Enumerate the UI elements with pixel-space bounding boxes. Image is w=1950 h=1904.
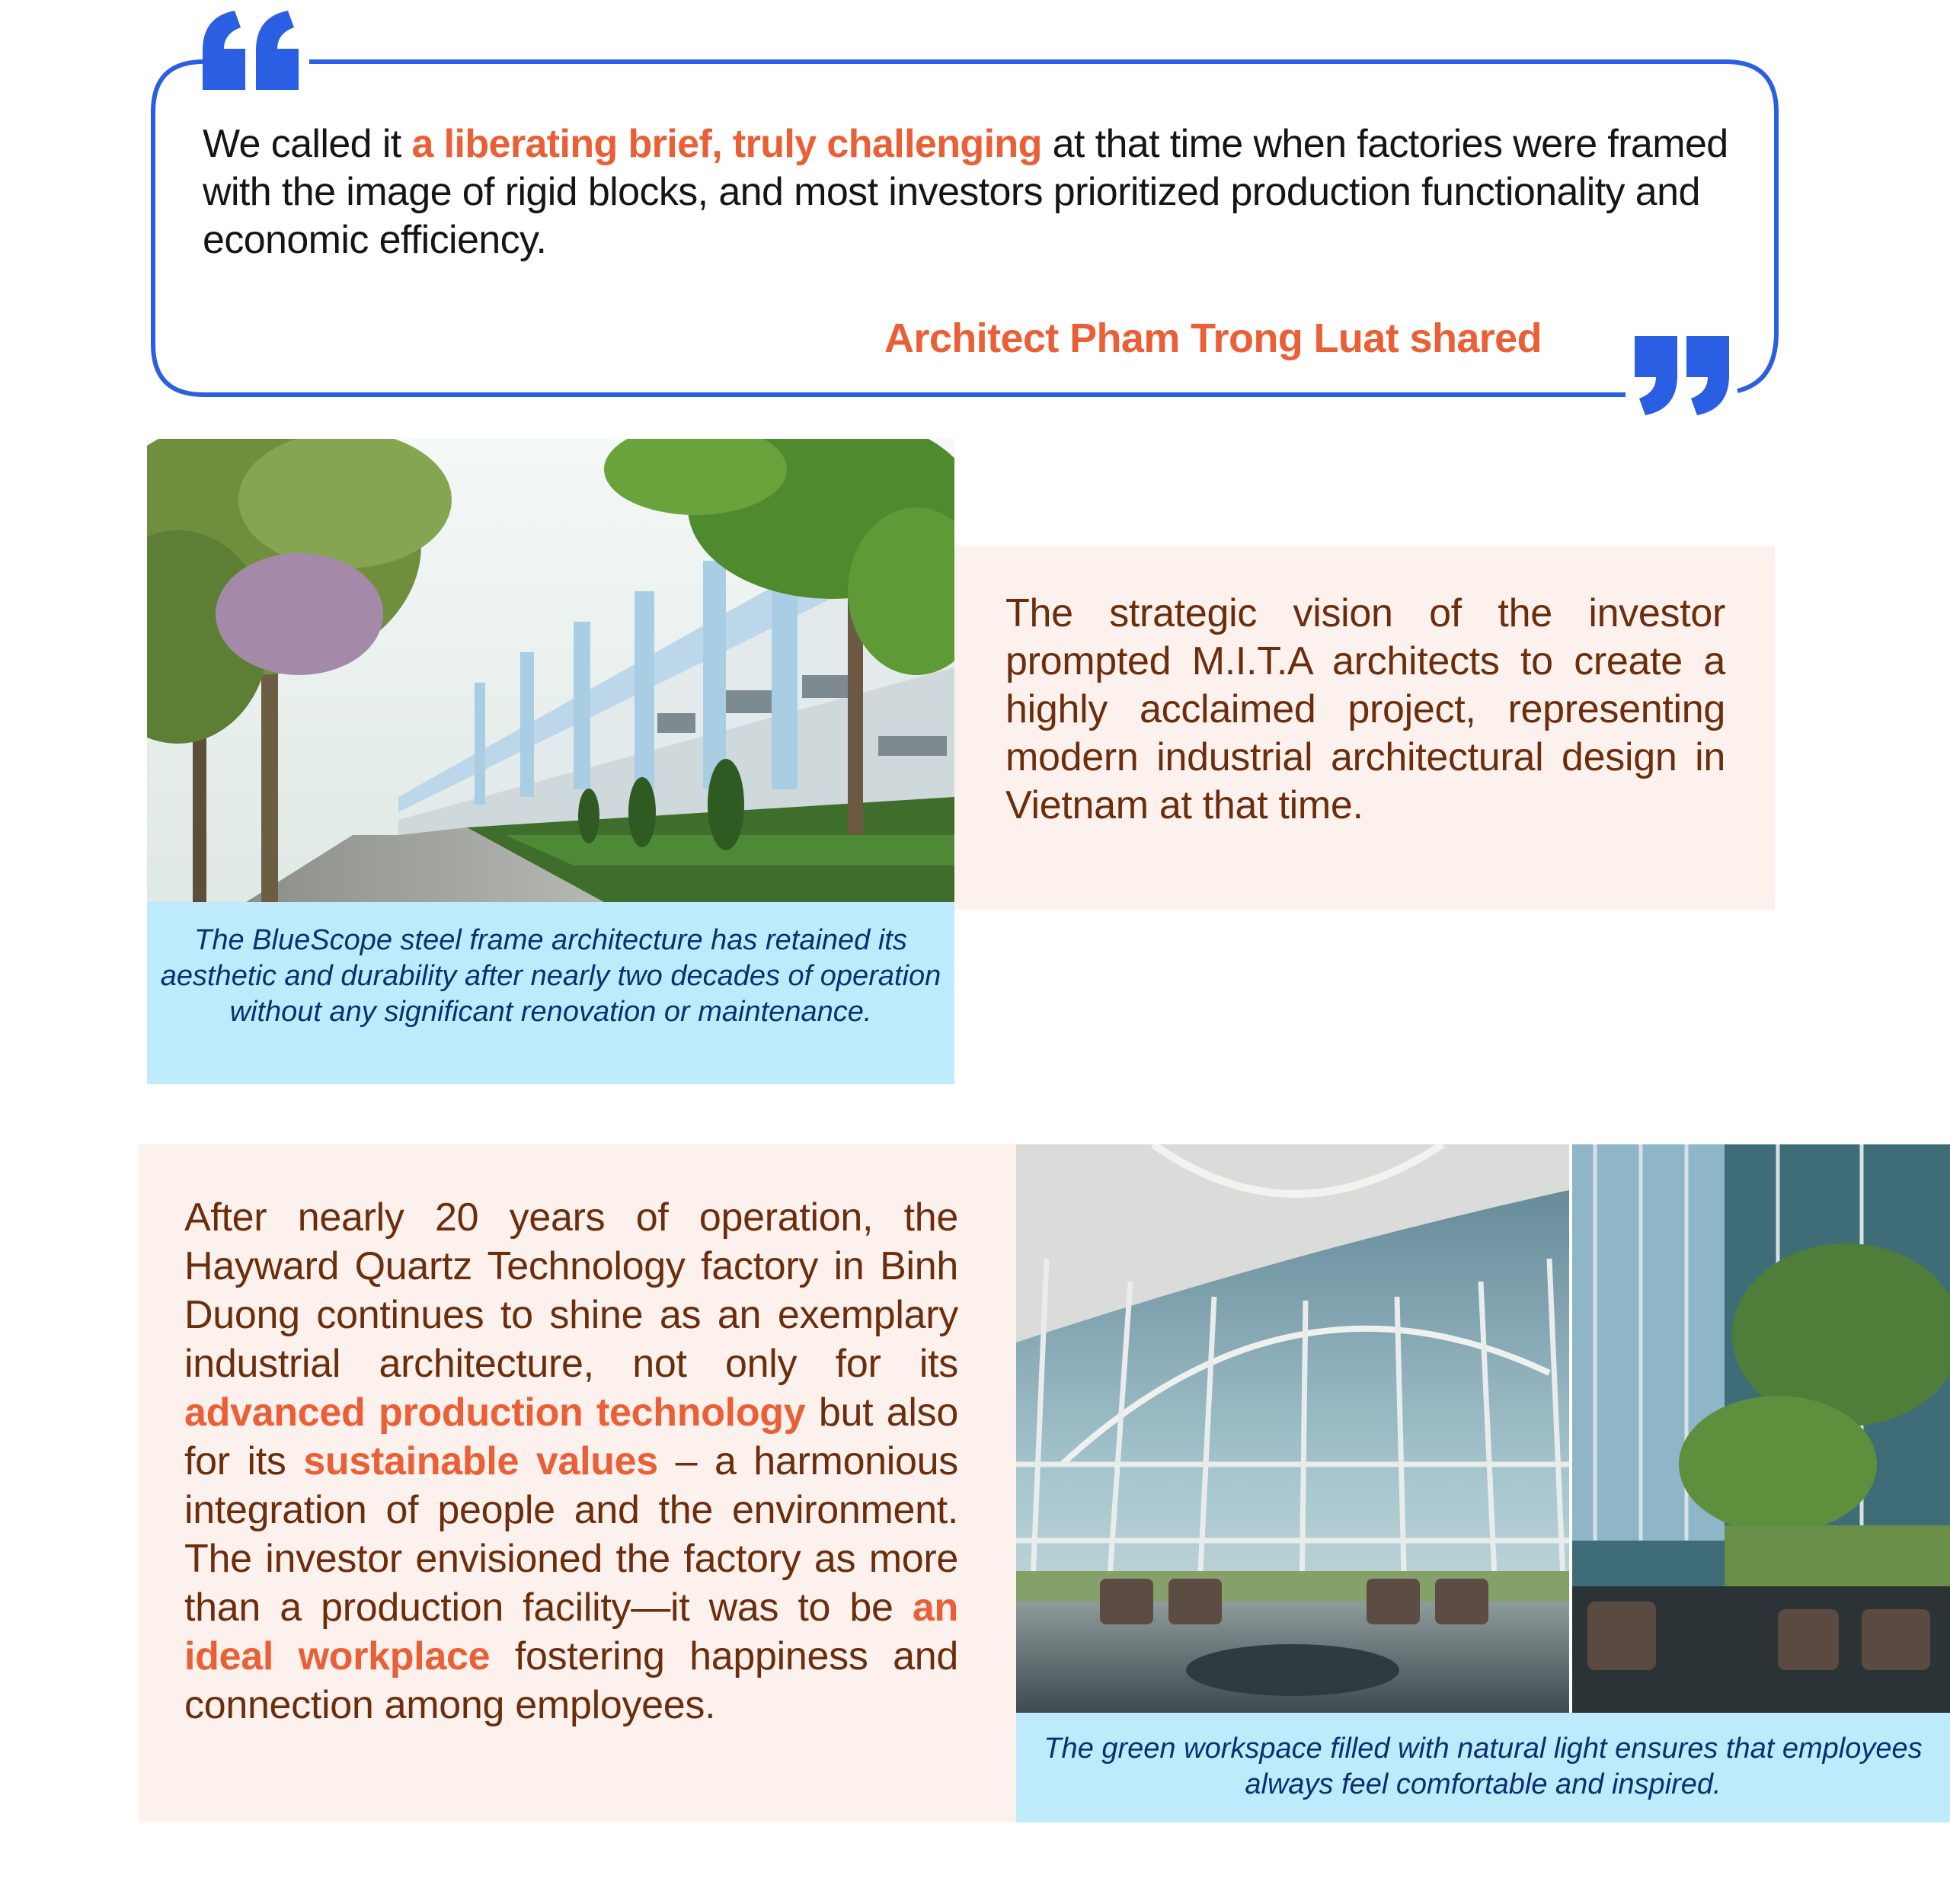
vision-text-box [954, 546, 1775, 910]
lobby-interior-photo [1016, 1144, 1950, 1713]
quote-author: Architect Pham Trong Luat shared [884, 315, 1542, 361]
open-quote-icon [203, 11, 302, 90]
history-text: After nearly 20 years of operation, the Hayward Quartz Technology factory in Binh Duong continues to shine as an exemplary industrial architecture, not only for its advanced production technology but also for its sustainable values – a harmonious integration of people and the environment. The investor envisioned the factory as more than a production facility—it was to be an ideal workplace fostering happiness and connection among employees. [184, 1195, 958, 1727]
factory-exterior-photo [147, 439, 954, 902]
close-quote-icon [1632, 336, 1731, 415]
highlight-production-technology: advanced production technology [184, 1390, 806, 1435]
exterior-photo-caption: The BlueScope steel frame architecture has retained its aesthetic and durability after nearly two decades of operation without any significant renovation or maintenance. [147, 902, 954, 1084]
vision-text: The strategic vision of the investor prompted M.I.T.A architects to create a highly acclaimed project, representing modern industrial architectural design in Vietnam at that time. [1005, 591, 1725, 827]
highlight-sustainable-values: sustainable values [303, 1439, 658, 1483]
quote-text: We called it a liberating brief, truly challenging at that time when factories were framed with the image of rigid blocks, and most investors prioritized production functionality and economic efficiency. [203, 122, 1728, 262]
history-text-box [139, 1144, 1016, 1822]
lobby-photo-caption: The green workspace filled with natural light ensures that employees always feel comfortable and inspired. [1016, 1713, 1950, 1822]
quote-highlight: a liberating brief, truly challenging [411, 122, 1042, 166]
highlight-ideal-workplace: an ideal workplace [184, 1586, 958, 1678]
